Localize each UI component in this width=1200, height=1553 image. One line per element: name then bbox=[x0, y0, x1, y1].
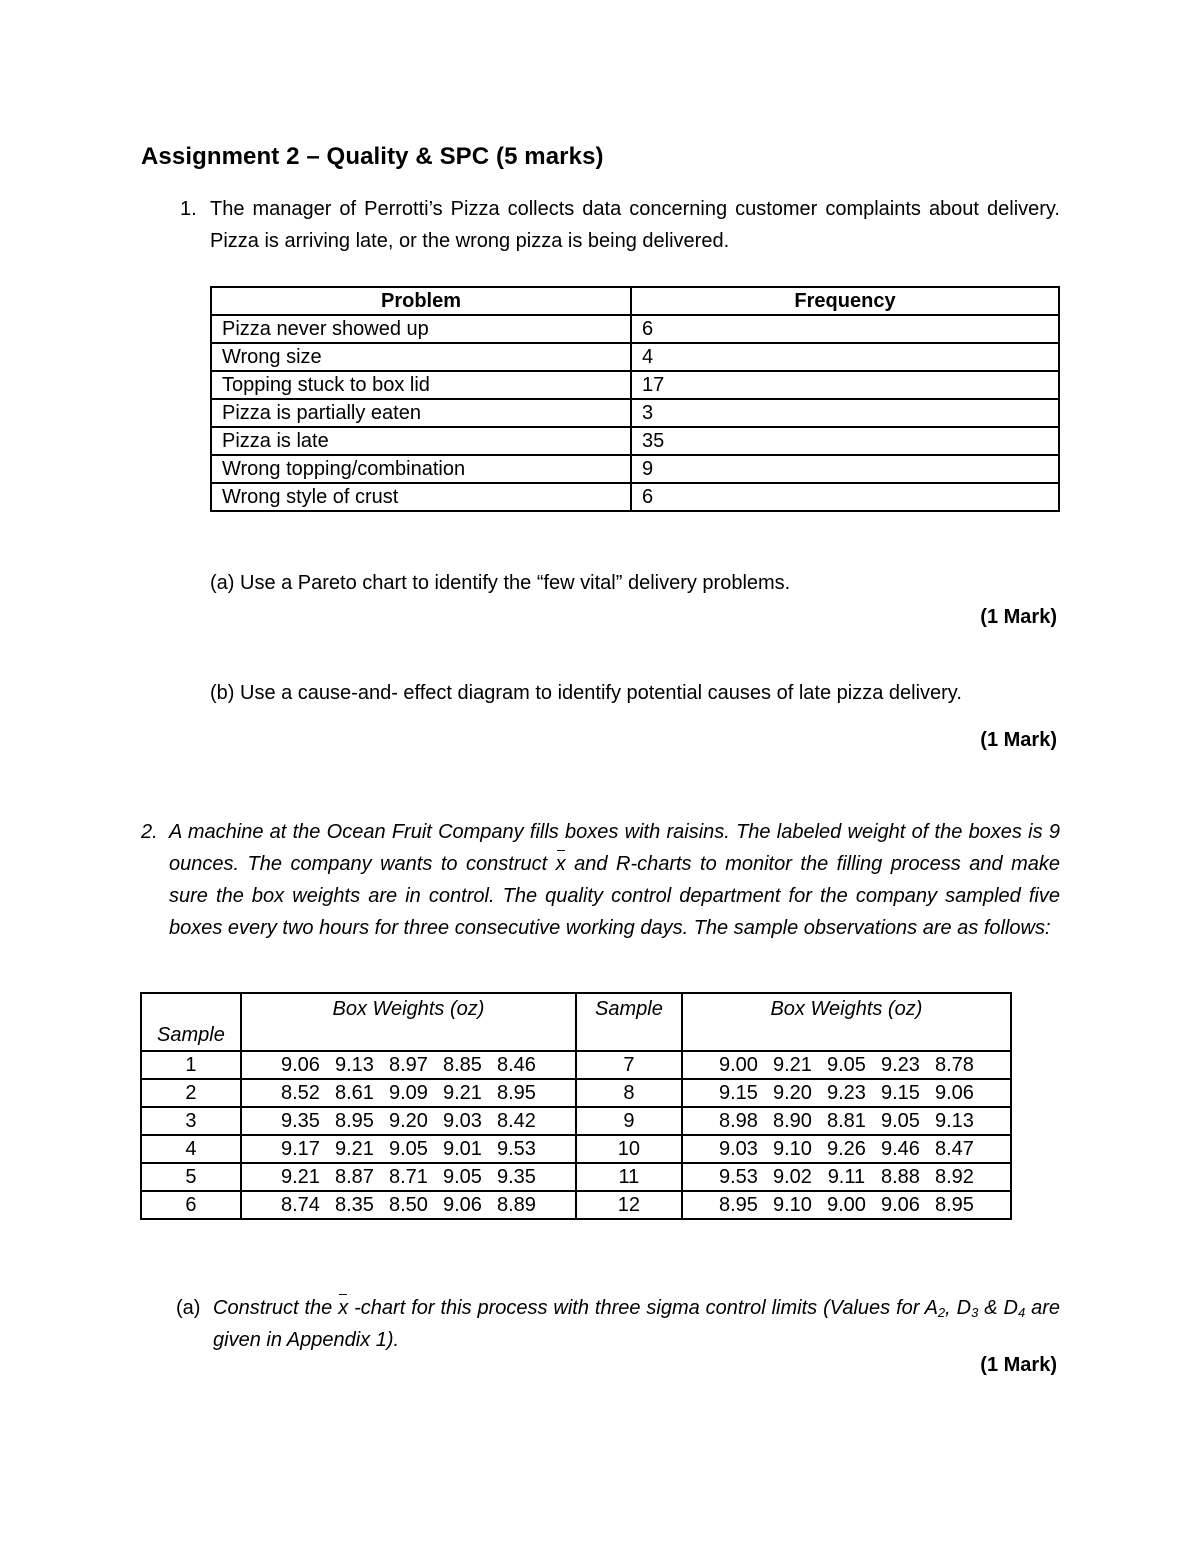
frequency-cell: 17 bbox=[631, 371, 1059, 399]
weights-cell bbox=[241, 1051, 576, 1079]
table-row bbox=[141, 1163, 1011, 1191]
sample-column-header: Sample bbox=[576, 993, 682, 1051]
weight-value: 9.03 bbox=[442, 1110, 482, 1132]
weight-value: 8.47 bbox=[934, 1138, 974, 1160]
weight-value: 9.06 bbox=[934, 1082, 974, 1104]
question-2-text-part-1: A machine at the Ocean Fruit Company fills boxes with raisins. The labeled weight of the boxes is 9 ounces. The company wants to construct bbox=[169, 821, 1060, 875]
weight-value: 9.17 bbox=[280, 1138, 320, 1160]
frequency-cell: 6 bbox=[631, 315, 1059, 343]
weights-cell bbox=[241, 1163, 576, 1191]
part-a-text-segment: & D bbox=[978, 1297, 1018, 1319]
question-2-part-a-label: (a) bbox=[176, 1297, 201, 1319]
sample-number-cell: 7 bbox=[576, 1051, 682, 1079]
question-2-number: 2. bbox=[141, 821, 158, 843]
weight-value: 9.53 bbox=[496, 1138, 536, 1160]
sample-number-cell: 8 bbox=[576, 1079, 682, 1107]
weight-value: 9.00 bbox=[718, 1054, 758, 1076]
weight-value: 9.10 bbox=[772, 1138, 812, 1160]
weight-value: 8.81 bbox=[826, 1110, 866, 1132]
weights-cell bbox=[241, 1191, 576, 1219]
weight-value: 9.09 bbox=[388, 1082, 428, 1104]
weight-value: 9.00 bbox=[826, 1194, 866, 1216]
question-2-text-part-2: and R-charts to monitor the filling process and make sure the box weights are in control. The quality control department for the company sampled five boxes every two hours for three consecutive working days. The sample observations are as follows: bbox=[169, 853, 1061, 939]
weight-value: 9.05 bbox=[442, 1166, 482, 1188]
question-1-number: 1. bbox=[180, 198, 197, 220]
weight-value: 8.61 bbox=[334, 1082, 374, 1104]
weights-cell bbox=[241, 1079, 576, 1107]
weight-value: 9.05 bbox=[880, 1110, 920, 1132]
sample-column-header: Sample bbox=[141, 993, 241, 1051]
complaints-table-header bbox=[211, 287, 1059, 315]
weight-value: 8.71 bbox=[388, 1166, 428, 1188]
weight-value: 9.11 bbox=[827, 1166, 866, 1188]
sample-number-cell: 2 bbox=[141, 1079, 241, 1107]
weight-value: 8.95 bbox=[334, 1110, 374, 1132]
weights-cell bbox=[682, 1135, 1011, 1163]
question-1-part-b: (b) Use a cause-and- effect diagram to identify potential causes of late pizza delivery. bbox=[210, 682, 962, 704]
problem-cell: Wrong style of crust bbox=[211, 483, 631, 511]
weight-value: 9.21 bbox=[442, 1082, 482, 1104]
weight-value: 9.35 bbox=[496, 1166, 536, 1188]
sample-number-cell: 5 bbox=[141, 1163, 241, 1191]
x-bar-symbol: x bbox=[556, 848, 566, 880]
weight-value: 9.20 bbox=[388, 1110, 428, 1132]
weight-value: 8.97 bbox=[388, 1054, 428, 1076]
table-row bbox=[211, 455, 1059, 483]
table-row bbox=[211, 427, 1059, 455]
weight-value: 9.05 bbox=[826, 1054, 866, 1076]
question-2-part-a bbox=[176, 1292, 1060, 1356]
frequency-cell: 6 bbox=[631, 483, 1059, 511]
weight-value: 9.26 bbox=[826, 1138, 866, 1160]
weight-value: 8.87 bbox=[334, 1166, 374, 1188]
subscript: 4 bbox=[1017, 1305, 1026, 1320]
weight-value: 9.02 bbox=[772, 1166, 812, 1188]
part-a-text-segment: -chart for this process with three sigma control limits (Values for A bbox=[348, 1297, 938, 1319]
sample-number-cell: 6 bbox=[141, 1191, 241, 1219]
weight-value: 8.92 bbox=[934, 1166, 974, 1188]
weight-value: 9.06 bbox=[880, 1194, 920, 1216]
weight-value: 9.21 bbox=[334, 1138, 374, 1160]
sample-number-cell: 3 bbox=[141, 1107, 241, 1135]
weight-value: 8.95 bbox=[718, 1194, 758, 1216]
weight-value: 9.23 bbox=[880, 1054, 920, 1076]
weight-value: 9.06 bbox=[280, 1054, 320, 1076]
table-row bbox=[211, 399, 1059, 427]
weight-value: 8.35 bbox=[334, 1194, 374, 1216]
part-a-text-segment: Construct the bbox=[213, 1297, 339, 1319]
box-weights-column-header: Box Weights (oz) bbox=[241, 993, 576, 1051]
problem-cell: Wrong size bbox=[211, 343, 631, 371]
question-2-part-a-text bbox=[213, 1292, 1060, 1356]
question-1-text: The manager of Perrotti’s Pizza collects data concerning customer complaints about delivery. Pizza is arriving late, or the wrong pizza is being delivered. bbox=[210, 198, 1060, 252]
weight-value: 9.53 bbox=[718, 1166, 758, 1188]
box-weights-column-header: Box Weights (oz) bbox=[682, 993, 1011, 1051]
sample-number-cell: 11 bbox=[576, 1163, 682, 1191]
frequency-cell: 4 bbox=[631, 343, 1059, 371]
weight-value: 9.13 bbox=[934, 1110, 974, 1132]
question-1 bbox=[180, 193, 1060, 257]
weight-value: 9.15 bbox=[880, 1082, 920, 1104]
weight-value: 9.46 bbox=[880, 1138, 920, 1160]
weights-cell bbox=[682, 1191, 1011, 1219]
weight-value: 9.23 bbox=[826, 1082, 866, 1104]
weight-value: 8.90 bbox=[772, 1110, 812, 1132]
weights-cell bbox=[241, 1135, 576, 1163]
question-1-part-a-marks: (1 Mark) bbox=[980, 606, 1057, 628]
weight-value: 8.50 bbox=[388, 1194, 428, 1216]
weight-value: 8.74 bbox=[280, 1194, 320, 1216]
table-row bbox=[211, 343, 1059, 371]
weight-value: 9.10 bbox=[772, 1194, 812, 1216]
weight-value: 8.85 bbox=[442, 1054, 482, 1076]
question-1-part-b-marks: (1 Mark) bbox=[980, 729, 1057, 751]
problem-column-header: Problem bbox=[211, 287, 631, 315]
x-bar-symbol: x bbox=[338, 1292, 348, 1324]
weight-value: 8.52 bbox=[280, 1082, 320, 1104]
question-1-part-a: (a) Use a Pareto chart to identify the “few vital” delivery problems. bbox=[210, 572, 791, 594]
part-a-text-segment: are given in Appendix 1). bbox=[213, 1297, 1060, 1351]
question-2-text bbox=[169, 816, 1060, 944]
weight-value: 9.21 bbox=[280, 1166, 320, 1188]
weight-value: 8.78 bbox=[934, 1054, 974, 1076]
weights-cell bbox=[682, 1163, 1011, 1191]
weight-value: 9.03 bbox=[718, 1138, 758, 1160]
weight-value: 8.98 bbox=[718, 1110, 758, 1132]
weight-value: 9.20 bbox=[772, 1082, 812, 1104]
weight-value: 8.95 bbox=[496, 1082, 536, 1104]
sample-number-cell: 12 bbox=[576, 1191, 682, 1219]
weight-value: 8.95 bbox=[934, 1194, 974, 1216]
problem-cell: Pizza is late bbox=[211, 427, 631, 455]
sample-number-cell: 4 bbox=[141, 1135, 241, 1163]
weight-value: 9.05 bbox=[388, 1138, 428, 1160]
weights-cell bbox=[682, 1107, 1011, 1135]
frequency-cell: 35 bbox=[631, 427, 1059, 455]
frequency-column-header: Frequency bbox=[631, 287, 1059, 315]
weight-value: 9.21 bbox=[772, 1054, 812, 1076]
table-row bbox=[141, 1107, 1011, 1135]
weight-value: 9.13 bbox=[334, 1054, 374, 1076]
weights-cell bbox=[682, 1079, 1011, 1107]
weight-value: 8.89 bbox=[496, 1194, 536, 1216]
question-2 bbox=[141, 816, 1060, 944]
frequency-cell: 3 bbox=[631, 399, 1059, 427]
problem-cell: Wrong topping/combination bbox=[211, 455, 631, 483]
assignment-title: Assignment 2 – Quality & SPC (5 marks) bbox=[141, 143, 604, 170]
problem-cell: Topping stuck to box lid bbox=[211, 371, 631, 399]
weights-cell bbox=[241, 1107, 576, 1135]
table-row bbox=[211, 371, 1059, 399]
weight-value: 9.35 bbox=[280, 1110, 320, 1132]
table-row bbox=[211, 315, 1059, 343]
weight-value: 9.06 bbox=[442, 1194, 482, 1216]
box-weights-table bbox=[140, 992, 1012, 1220]
sample-number-cell: 10 bbox=[576, 1135, 682, 1163]
table-row bbox=[141, 1079, 1011, 1107]
box-weights-table-header bbox=[141, 993, 1011, 1051]
table-row bbox=[141, 1051, 1011, 1079]
table-row bbox=[211, 483, 1059, 511]
problem-cell: Pizza is partially eaten bbox=[211, 399, 631, 427]
weight-value: 9.15 bbox=[718, 1082, 758, 1104]
weight-value: 8.88 bbox=[880, 1166, 920, 1188]
problem-cell: Pizza never showed up bbox=[211, 315, 631, 343]
weight-value: 9.01 bbox=[442, 1138, 482, 1160]
subscript: 3 bbox=[971, 1305, 979, 1320]
table-row bbox=[141, 1191, 1011, 1219]
sample-number-cell: 1 bbox=[141, 1051, 241, 1079]
part-a-text-segment: , D bbox=[945, 1297, 972, 1319]
frequency-cell: 9 bbox=[631, 455, 1059, 483]
subscript: 2 bbox=[937, 1305, 946, 1320]
weight-value: 8.42 bbox=[496, 1110, 536, 1132]
weights-cell bbox=[682, 1051, 1011, 1079]
weight-value: 8.46 bbox=[496, 1054, 536, 1076]
sample-number-cell: 9 bbox=[576, 1107, 682, 1135]
question-2-part-a-marks: (1 Mark) bbox=[980, 1354, 1057, 1376]
complaints-table bbox=[210, 286, 1060, 512]
table-row bbox=[141, 1135, 1011, 1163]
